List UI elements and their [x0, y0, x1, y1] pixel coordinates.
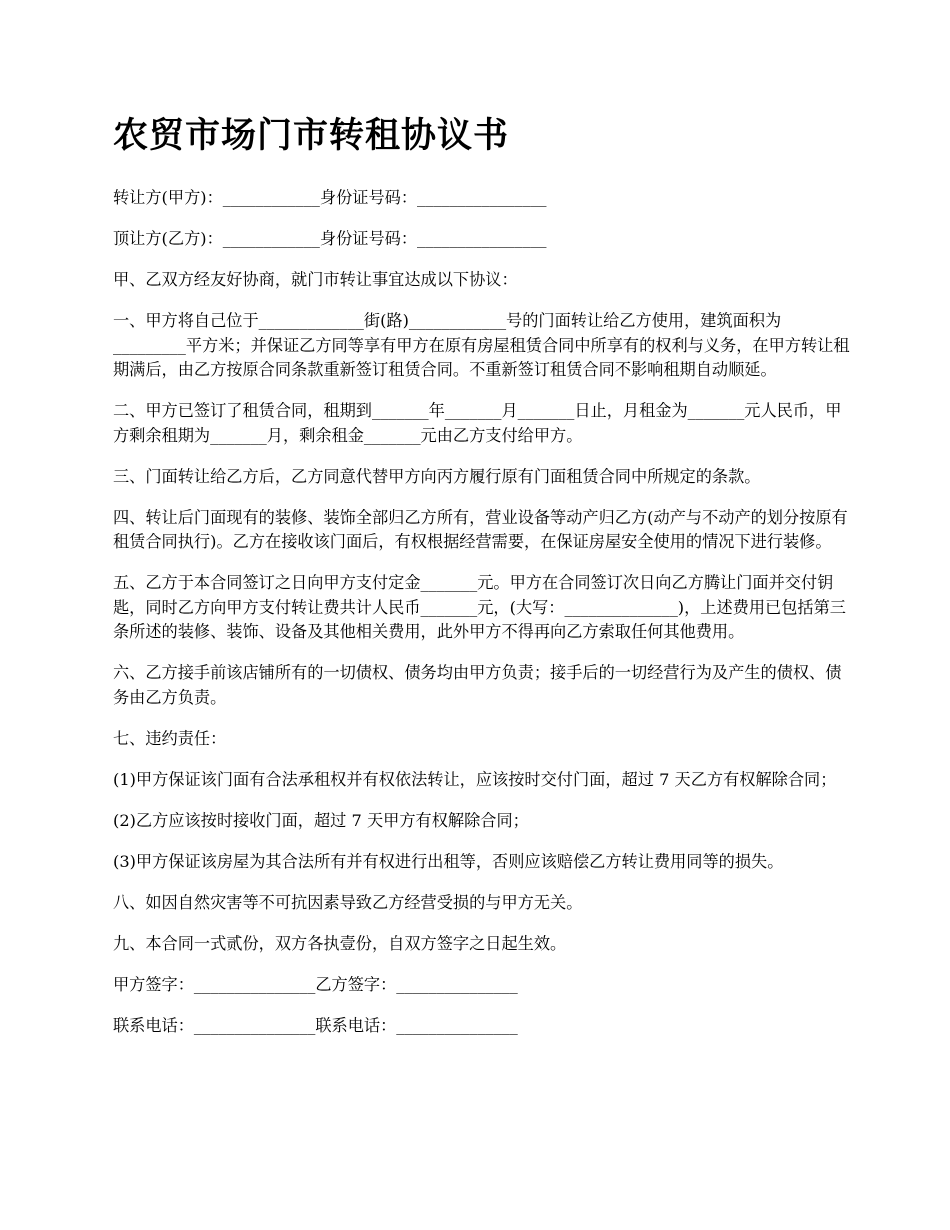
- clause-7-item-3: (3)甲方保证该房屋为其合法所有并有权进行出租等，否则应该赔偿乙方转让费用同等的损失。: [113, 851, 784, 871]
- clause-8: 八、如因自然灾害等不可抗因素导致乙方经营受损的与甲方无关。: [113, 892, 583, 912]
- clause-7-item-1: (1)甲方保证该门面有合法承租权并有权依法转让，应该按时交付门面，超过 7 天乙方有权解除合同；: [113, 769, 837, 789]
- transferor-line: 转让方(甲方)：____________身份证号码：________________: [113, 188, 547, 207]
- clause-1: 一、甲方将自己位于_____________街(路)____________号的门面转让给乙方使用，建筑面积为_________平方米；并保证乙方同等享有甲方在原有房屋租赁合同中所享有的权利与义务，在甲方转让租期满后，由乙方按原合同条款重新签订租赁合同。不重新签订租赁合同不影响租期自动顺延。: [113, 311, 850, 379]
- contact-phone-line: 联系电话：_______________联系电话：_______________: [113, 1015, 518, 1035]
- clause-2: 二、甲方已签订了租赁合同，租期到_______年_______月_______日止，月租金为_______元人民币，甲方剩余租期为_______月，剩余租金_______元由乙方支付给甲方。: [113, 401, 842, 445]
- transferee-line: 顶让方(乙方)：____________身份证号码：________________: [113, 229, 547, 248]
- clause-3: 三、门面转让给乙方后，乙方同意代替甲方向丙方履行原有门面租赁合同中所规定的条款。: [113, 466, 761, 486]
- clause-7-item-2: (2)乙方应该按时接收门面，超过 7 天甲方有权解除合同；: [113, 810, 529, 830]
- clause-4: 四、转让后门面现有的装修、装饰全部归乙方所有，营业设备等动产归乙方(动产与不动产的划分按原有租赁合同执行)。乙方在接收该门面后，有权根据经营需要，在保证房屋安全使用的情况下进行装修。: [113, 507, 848, 551]
- agreement-intro: 甲、乙双方经友好协商，就门市转让事宜达成以下协议：: [113, 270, 518, 289]
- clause-7-heading: 七、违约责任：: [113, 728, 227, 748]
- clause-9: 九、本合同一式贰份，双方各执壹份，自双方签字之日起生效。: [113, 933, 567, 953]
- clause-6: 六、乙方接手前该店铺所有的一切债权、债务均由甲方负责；接手后的一切经营行为及产生的债权、债务由乙方负责。: [113, 663, 842, 707]
- document-page: [113, 112, 853, 1055]
- document-title: 农贸市场门市转租协议书: [113, 116, 510, 156]
- signature-line: 甲方签字：_______________乙方签字：_______________: [113, 974, 518, 994]
- clause-5: 五、乙方于本合同签订之日向甲方支付定金_______元。甲方在合同签订次日向乙方腾让门面并交付钥匙，同时乙方向甲方支付转让费共计人民币_______元，(大写：______________)，上述费用已包括第三条所述的装修、装饰、设备及其他相关费用，此外甲方不得再向乙方索取任何其他费用。: [113, 573, 846, 641]
